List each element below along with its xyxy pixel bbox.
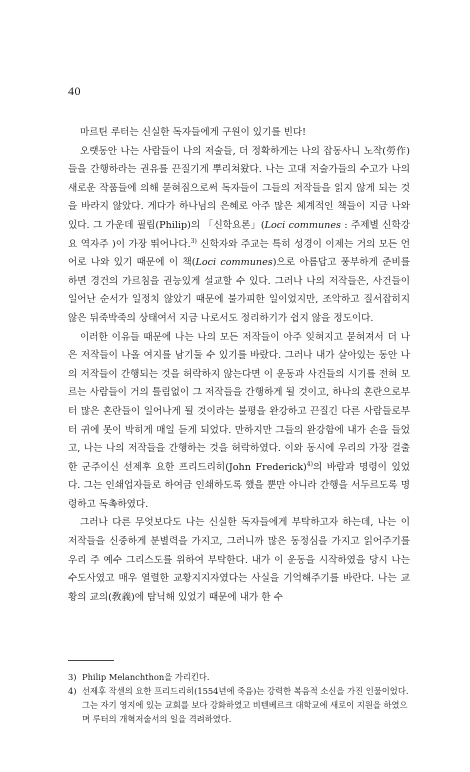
footnote-divider	[68, 660, 114, 661]
book-title-italic: Loci communes	[264, 219, 341, 231]
footnote-3	[68, 670, 410, 684]
paragraph-1-text-c: 신학자와 주교는 특히 성경이 이제는 거의 모든 언어로 나와 있기 때문에 이 책(	[68, 238, 411, 269]
book-title-italic-2: Loci communes	[195, 257, 273, 269]
page-number: 40	[68, 84, 81, 98]
footnote-4-number: 4)	[68, 686, 77, 696]
paragraph-2-text-b: 의 바람과 명령이 있었다. 그는 인쇄업자들로 하여금 인쇄하도록 했을 뿐만 아니라 간행을 서두르도록 명령하고 독촉하였다.	[68, 461, 410, 510]
footnote-ref-4: 4)	[306, 460, 313, 468]
footnote-ref-3: 3)	[190, 237, 197, 245]
paragraph-1-text-a: 오랫동안 나는 사람들이 나의 저술들, 더 정확하게는 나의 잡동사니 노작(勞作)들을 간행하라는 권유를 끈질기게 뿌리쳐왔다. 나는 고대 저술가들의 수고가 나의 새로운 작품들에 의해 묻혀짐으로써 독자들이 그들의 저작들을 읽지 않게 되는 것을 바라지 않았다. 게다가 하나님의 은혜로 아주 많은 체계적인 책들이 지금 나와 있다. 그 가운데 필립(Philip)의 「신학요론」(	[68, 145, 410, 231]
paragraph-2	[68, 329, 410, 515]
paragraph-1-text-d: )으로 아름답고 풍부하게 준비를 하면 경건의 가르침을 권능있게 설교할 수 있다. 그러나 나의 저작들은, 사건들이 일어난 순서가 일정치 않았기 때문에 불가피한 일이었지만, 조악하고 질서잡히지 않은 뒤죽박죽의 상태여서 지금 나로서도 정리하기가 쉽지 않을 정도이다.	[68, 257, 410, 324]
salutation: 마르틴 루터는 신실한 독자들에게 구원이 있기를 빈다!	[80, 127, 307, 138]
paragraph-2-text-a: 이러한 이유들 때문에 나는 나의 모든 저작들이 아주 잊혀지고 묻혀져서 더 나은 저작들이 나올 여지를 남기둘 수 있기를 바랐다. 그러나 내가 살아있는 동안 나의 저작들이 간행되는 것을 허락하지 않는다면 이 운동과 사건들의 시기를 전혀 모르는 사람들이 거의 틀림없이 그 저작들을 간행하게 될 것이고, 하나의 혼란으로부터 많은 혼란들이 일어나게 될 것이라는 불평을 완강하고 끈질긴 다른 사람들로부터 귀에 못이 박히게 매일 듣게 되었다. 만하지만 그들의 완강함에 내가 손을 들었고, 나는 나의 저작들을 간행하는 것을 허락하였다. 이와 동시에 우리의 가장 걸출한 군주이신 선제후 요한 프리드리히(John Frederick)	[68, 331, 410, 473]
salutation-paragraph	[68, 124, 410, 143]
footnote-3-number: 3)	[68, 672, 77, 682]
footnote-4-text: 선제후 작센의 요한 프리드리히(1554년에 죽음)는 강력한 복음적 소신을 가진 인물이었다. 그는 자기 영지에 있는 교회를 보다 강화하였고 비텐베르크 대학교에 새로이 지원을 하였으며 루터의 개혁저술서의 일을 격려하였다.	[82, 686, 409, 724]
footnote-3-text: Philip Melanchthon을 가리킨다.	[82, 672, 210, 682]
footnotes	[68, 670, 410, 726]
main-text	[68, 124, 410, 607]
footnote-4	[68, 684, 410, 726]
paragraph-3	[68, 514, 410, 607]
paragraph-3-text: 그러나 다른 무엇보다도 나는 신실한 독자들에게 부탁하고자 하는데, 나는 이 저작들을 신중하게 분별력을 가지고, 그러니까 많은 동정심을 가지고 읽어주기를 우리 주 예수 그리스도를 위하여 부탁한다. 내가 이 운동을 시작하였을 당시 나는 수도사였고 매우 열렬한 교황지지자였다는 사실을 기억해주기를 바란다. 나는 교황의 교의(敎義)에 탐닉해 있었기 때문에 내가 한 수	[68, 517, 410, 603]
paragraph-1-text-b: : 주제별 신학강요 역자주 )이 가장 뛰어나다.	[68, 219, 410, 250]
paragraph-1	[68, 143, 410, 329]
